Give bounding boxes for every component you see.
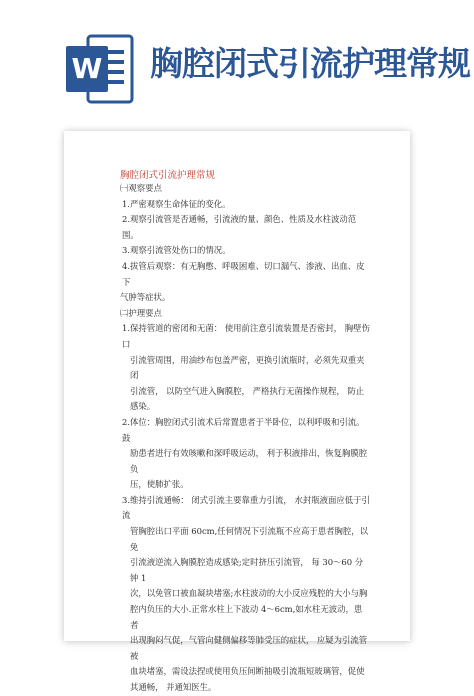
paragraph-continuation: 血块堵塞，需设法捏或使用负压间断抽吸引流瓶短玻璃管，促使 xyxy=(130,666,365,677)
document-title: 胸腔闭式引流护理常规 xyxy=(120,170,216,181)
svg-text:W: W xyxy=(71,52,103,85)
word-document-icon xyxy=(62,32,136,106)
paragraph: 2.体位：胸腔闭式引流术后常置患者于半卧位，以利呼吸和引流。 鼓 xyxy=(122,416,365,443)
paragraph: 4.拔管后观察：有无胸憋、呼吸困难、切口漏气、渗液、出血、皮下 xyxy=(122,260,365,287)
paragraph: 1.保持管道的密闭和无菌： 使用前注意引流装置是否密封， 胸壁伤口 xyxy=(122,323,370,349)
paragraph: 3.观察引流管处伤口的情况。 xyxy=(122,245,231,256)
document-page xyxy=(64,131,410,692)
header xyxy=(0,0,474,135)
paragraph: 1.严密观察生命体征的变化。 xyxy=(122,198,231,209)
paragraph-continuation: 压，使肺扩张。 xyxy=(130,479,189,490)
paragraph-continuation: 次，以免管口被血凝块堵塞;水柱波动的大小反应残腔的大小与胸 xyxy=(130,588,368,599)
paragraph-continuation: 引流管， 以防空气进入胸膜腔， 严格执行无菌操作规程， 防止感染。 xyxy=(130,385,365,412)
paragraph-continuation: 引流管周围，用油纱布包盖严密，更换引流瓶时，必须先双重夹闭 xyxy=(130,354,365,381)
document-body xyxy=(120,181,370,696)
paragraph-continuation: 励患者进行有效咳嗽和深呼吸运动， 利于积液排出，恢复胸膜腔负 xyxy=(130,448,368,474)
paragraph-continuation: 腔内负压的大小.正常水柱上下波动 4～6cm,如水柱无波动，患者 xyxy=(130,604,363,630)
paragraph-continuation: 气肿等症状。 xyxy=(120,292,171,303)
page-title: 胸腔闭式引流护理常规 xyxy=(150,44,470,83)
paragraph: 3.维持引流通畅： 闭式引流主要靠重力引流， 水封瓶液面应低于引流 xyxy=(122,494,370,521)
paragraph-continuation: 管胸腔出口平面 60cm,任何情况下引流瓶不应高于患者胸腔，以免 xyxy=(130,526,368,552)
paragraph-continuation: 引流液逆流入胸膜腔造成感染;定时挤压引流管， 每 30～60 分钟 1 xyxy=(130,557,364,583)
section-heading: ㈡护理要点 xyxy=(120,307,162,318)
paragraph-continuation: 其通畅， 并通知医生。 xyxy=(130,682,217,692)
paragraph-continuation: 出现胸闷气促，气管向健侧偏移等肺受压的症状， 应疑为引流管被 xyxy=(130,635,368,661)
paragraph: 2.观察引流管是否通畅，引流液的量、颜色、性质及水柱波动范围。 xyxy=(122,214,357,240)
section-heading: ㈠观察要点 xyxy=(120,183,162,193)
